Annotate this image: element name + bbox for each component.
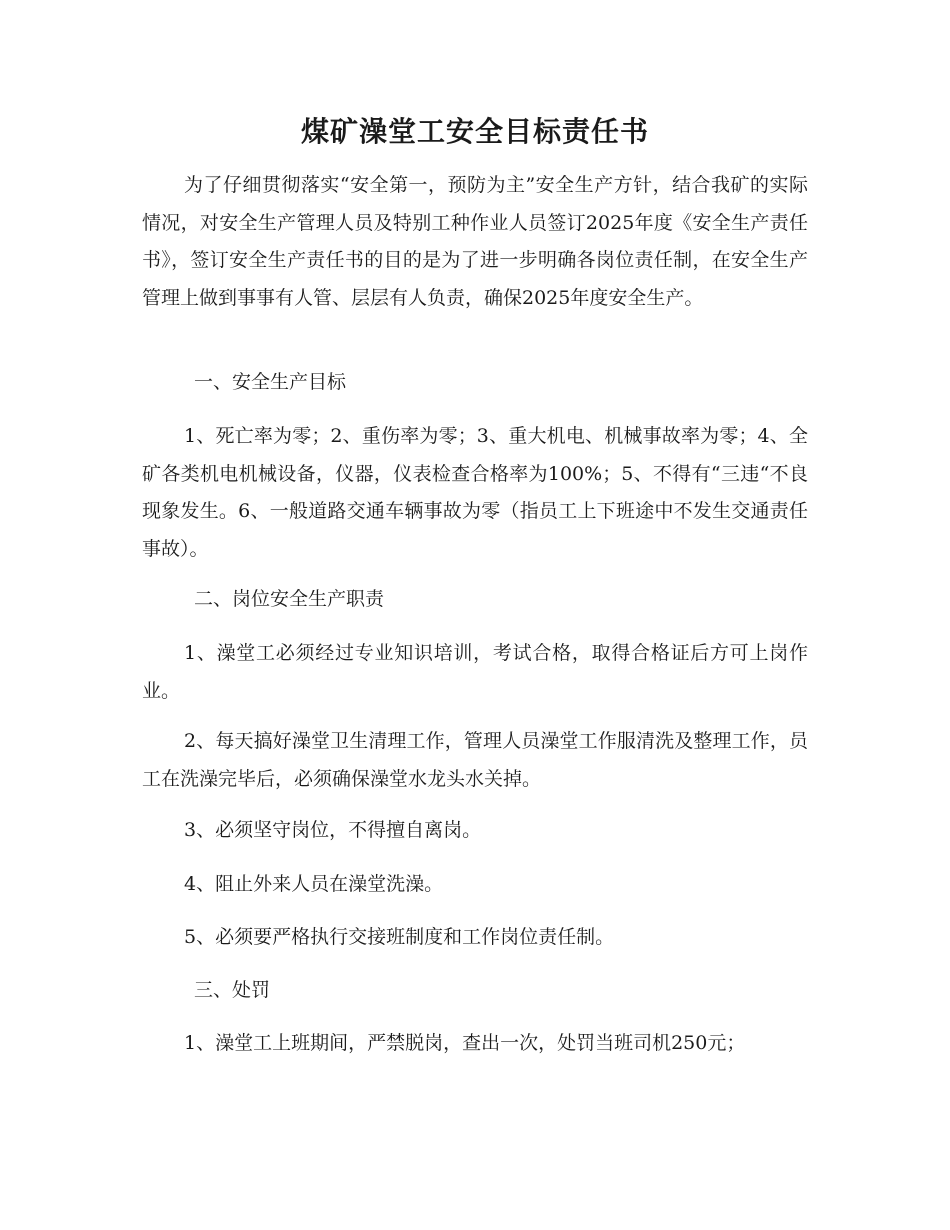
section-heading-duties: 二、岗位安全生产职责 (194, 588, 385, 610)
duty-item: 2、每天搞好澡堂卫生清理工作，管理人员澡堂工作服清洗及整理工作，员工在洗澡完毕后，必须确保澡堂水龙头水关掉。 (142, 730, 808, 790)
duty-item: 1、澡堂工必须经过专业知识培训，考试合格，取得合格证后方可上岗作业。 (142, 642, 808, 702)
duty-item: 3、必须坚守岗位，不得擅自离岗。 (184, 819, 482, 841)
intro-paragraph: 为了仔细贯彻落实“安全第一，预防为主”安全生产方针，结合我矿的实际情况，对安全生产管理人员及特别工种作业人员签订2025年度《安全生产责任书》，签订安全生产责任书的目的是为了进一步明确各岗位责任制，在安全生产管理上做到事事有人管、层层有人负责，确保2025年度安全生产。 (142, 174, 808, 309)
section-heading-penalties: 三、处罚 (194, 979, 271, 1001)
penalty-item: 1、澡堂工上班期间，严禁脱岗，查出一次，处罚当班司机250元； (184, 1032, 746, 1054)
duty-item: 5、必须要严格执行交接班制度和工作岗位责任制。 (184, 926, 615, 948)
targets-paragraph: 1、死亡率为零；2、重伤率为零；3、重大机电、机械事故率为零；4、全矿各类机电机械设备，仪器，仪表检查合格率为100%；5、不得有“三违“不良现象发生。6、一般道路交通车辆事故为零（指员工上下班途中不发生交通责任事故）。 (142, 425, 808, 560)
document-title: 煤矿澡堂工安全目标责任书 (300, 115, 649, 148)
duty-item: 4、阻止外来人员在澡堂洗澡。 (184, 873, 444, 895)
section-heading-targets: 一、安全生产目标 (194, 371, 347, 393)
